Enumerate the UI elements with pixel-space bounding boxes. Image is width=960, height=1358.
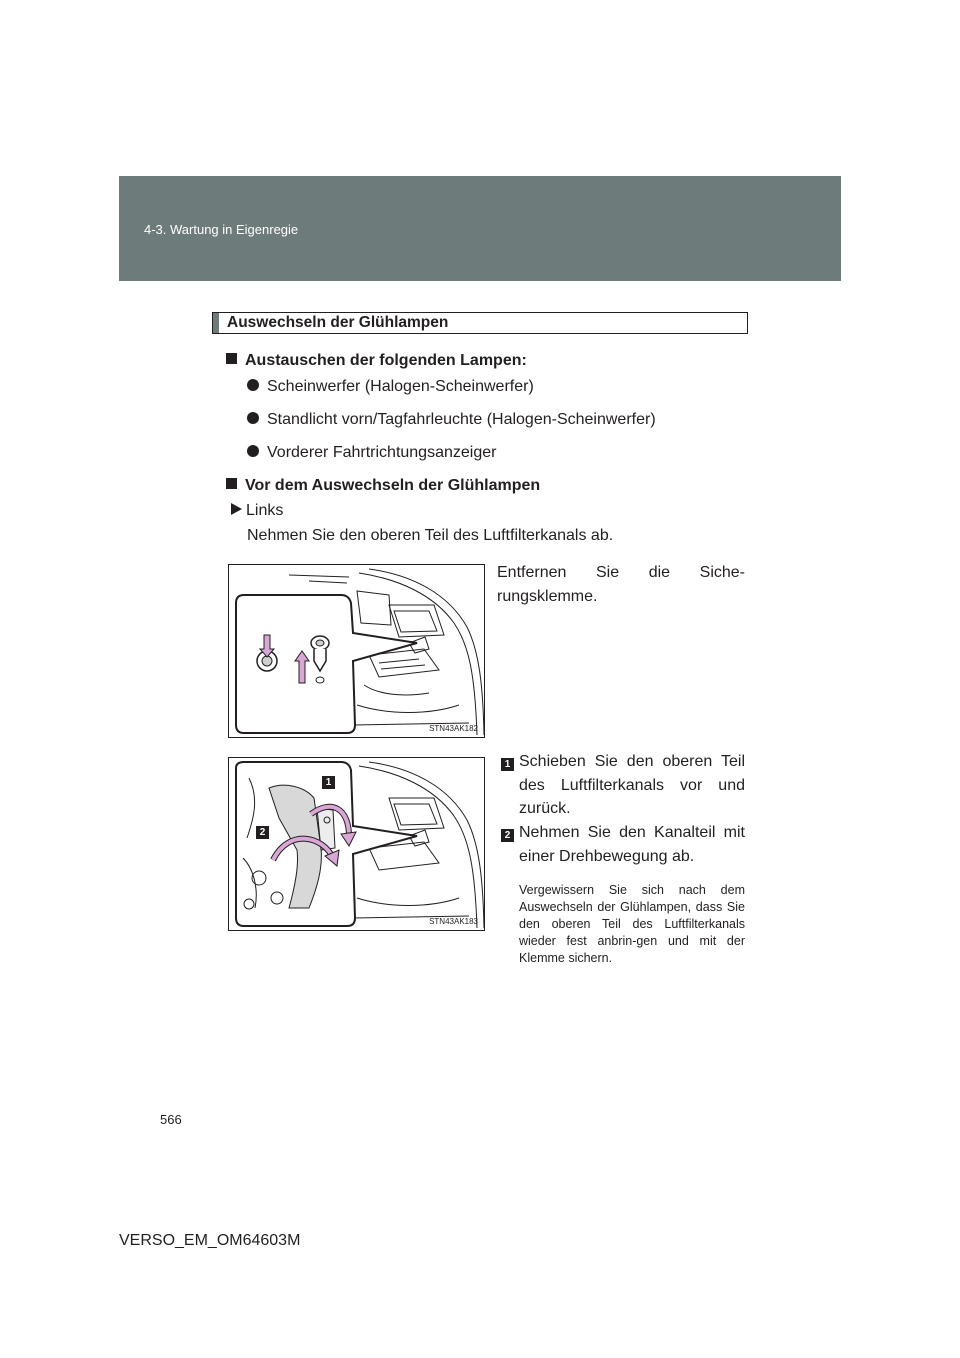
page-number: 566 <box>160 1112 182 1127</box>
square-bullet-icon <box>226 478 237 489</box>
section-title: Auswechseln der Glühlampen <box>227 314 449 331</box>
figure-code: STN43AK182 <box>429 724 478 733</box>
side-label: Links <box>231 501 283 521</box>
section-title-box <box>212 312 748 334</box>
figure-clip-removal <box>228 564 485 738</box>
header-section-title: 4-3. Wartung in Eigenregie <box>144 222 299 237</box>
list-item: Scheinwerfer (Halogen-Scheinwerfer) <box>247 377 534 397</box>
document-id: VERSO_EM_OM64603M <box>119 1232 301 1249</box>
step-number-badge: 2 <box>501 829 514 842</box>
step-1-text: Schieben Sie den oberen Teil des Luftfilterkanals vor und zurück. <box>519 753 745 817</box>
triangle-pointer-icon <box>231 503 242 515</box>
step-remove-clip: Entfernen Sie die Siche-rungsklemme. <box>497 564 745 605</box>
step-2-text: Nehmen Sie den Kanalteil mit einer Drehbewegung ab. <box>519 824 745 865</box>
bullet-icon <box>247 412 259 424</box>
engine-bay-illustration-2 <box>229 758 486 932</box>
subheading-before: Vor dem Auswechseln der Glühlampen <box>226 476 540 496</box>
figure-callout-1: 1 <box>322 776 335 789</box>
bullet-icon <box>247 445 259 457</box>
list-item: Standlicht vorn/Tagfahrleuchte (Halogen-Scheinwerfer) <box>247 410 656 430</box>
figure-callout-2: 2 <box>256 826 269 839</box>
step-number-badge: 1 <box>501 758 514 771</box>
square-bullet-icon <box>226 353 237 364</box>
list-item: Vorderer Fahrtrichtungsanzeiger <box>247 443 496 463</box>
section-title-bar <box>213 313 219 333</box>
note-text: Vergewissern Sie sich nach dem Auswechseln der Glühlampen, dass Sie den oberen Teil des Luftfilterkanals wieder fest anbrin-gen und mit der Klemme sichern. <box>519 883 745 965</box>
instruction-text: Nehmen Sie den oberen Teil des Luftfilterkanals ab. <box>247 527 614 544</box>
engine-bay-illustration-1 <box>229 565 486 739</box>
figure-duct-removal <box>228 757 485 931</box>
bullet-icon <box>247 379 259 391</box>
header-band <box>119 176 841 281</box>
subheading-lamps: Austauschen der folgenden Lampen: <box>226 351 527 371</box>
figure-code: STN43AK183 <box>429 917 478 926</box>
